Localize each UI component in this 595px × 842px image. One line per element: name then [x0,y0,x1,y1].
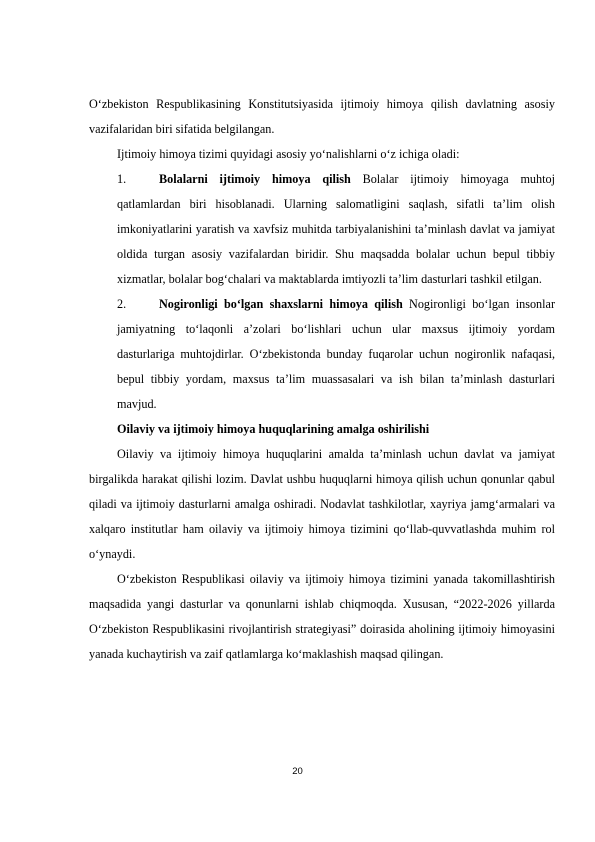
page-number: 20 [292,766,303,777]
list-item-1-text: Bolalar ijtimoiy himoyaga muhtoj qatlamlardan biri hisoblanadi. Ularning salomatligini saqlash, sifatli ta’lim olish imkoniyatlarini yaratish va xavfsiz muhitda tarbiyalanishini ta’minlash davlat va jamiyat oldida turgan asosiy vazifalardan biridir. Shu maqsadda bolalar uchun bepul tibbiy xizmatlar, bolalar bog‘chalari va maktablarda imtiyozli ta’lim dasturlari tashkil etilgan. [117,172,555,286]
section-heading: Oilaviy va ijtimoiy himoya huquqlarining amalga oshirilishi [117,422,430,436]
list-item-2-number: 2. [117,297,127,311]
lead-paragraph: Ijtimoiy himoya tizimi quyidagi asosiy yo‘nalishlarni o‘z ichiga oladi: [117,147,460,161]
body-paragraph-1: Oilaviy va ijtimoiy himoya huquqlarini amalda ta’minlash uchun davlat va jamiyat birgalikda harakat qilishi lozim. Davlat ushbu huquqlarni himoya qilish uchun qonunlar qabul qiladi va ijtimoiy dasturlarni amalga oshiradi. Nodavlat tashkilotlar, xayriya jamg‘armalari va xalqaro institutlar ham oilaviy va ijtimoiy himoya tizimini qo‘llab-quvvatlashda muhim rol o‘ynaydi. [89,447,555,561]
list-item-2-title: Nogironligi bo‘lgan shaxslarni himoya qilish [159,297,403,311]
list-item-1-title: Bolalarni ijtimoiy himoya qilish [159,172,351,186]
list-item-1 [89,167,555,292]
intro-paragraph: O‘zbekiston Respublikasining Konstitutsiyasida ijtimoiy himoya qilish davlatning asosiy vazifalaridan biri sifatida belgilangan. [89,97,555,136]
list-item-1-number: 1. [117,172,127,186]
list-item-2-text: Nogironligi bo‘lgan insonlar jamiyatning to‘laqonli a’zolari bo‘lishlari uchun ular maxsus ijtimoiy yordam dasturlariga muhtojdirlar. O‘zbekistonda bunday fuqarolar uchun nogironlik nafaqasi, bepul tibbiy yordam, maxsus ta’lim muassasalari va ish bilan ta’minlash dasturlari mavjud. [117,297,555,411]
list-item-2 [89,292,555,417]
body-paragraph-2: O‘zbekiston Respublikasi oilaviy va ijtimoiy himoya tizimini yanada takomillashtirish maqsadida yangi dasturlar va qonunlarni ishlab chiqmoqda. Xususan, “2022-2026 yillarda O‘zbekiston Respublikasini rivojlantirish strategiyasi” doirasida aholining ijtimoiy himoyasini yanada kuchaytirish va zaif qatlamlarga ko‘maklashish maqsad qilingan. [89,572,555,661]
page-content [89,92,555,667]
